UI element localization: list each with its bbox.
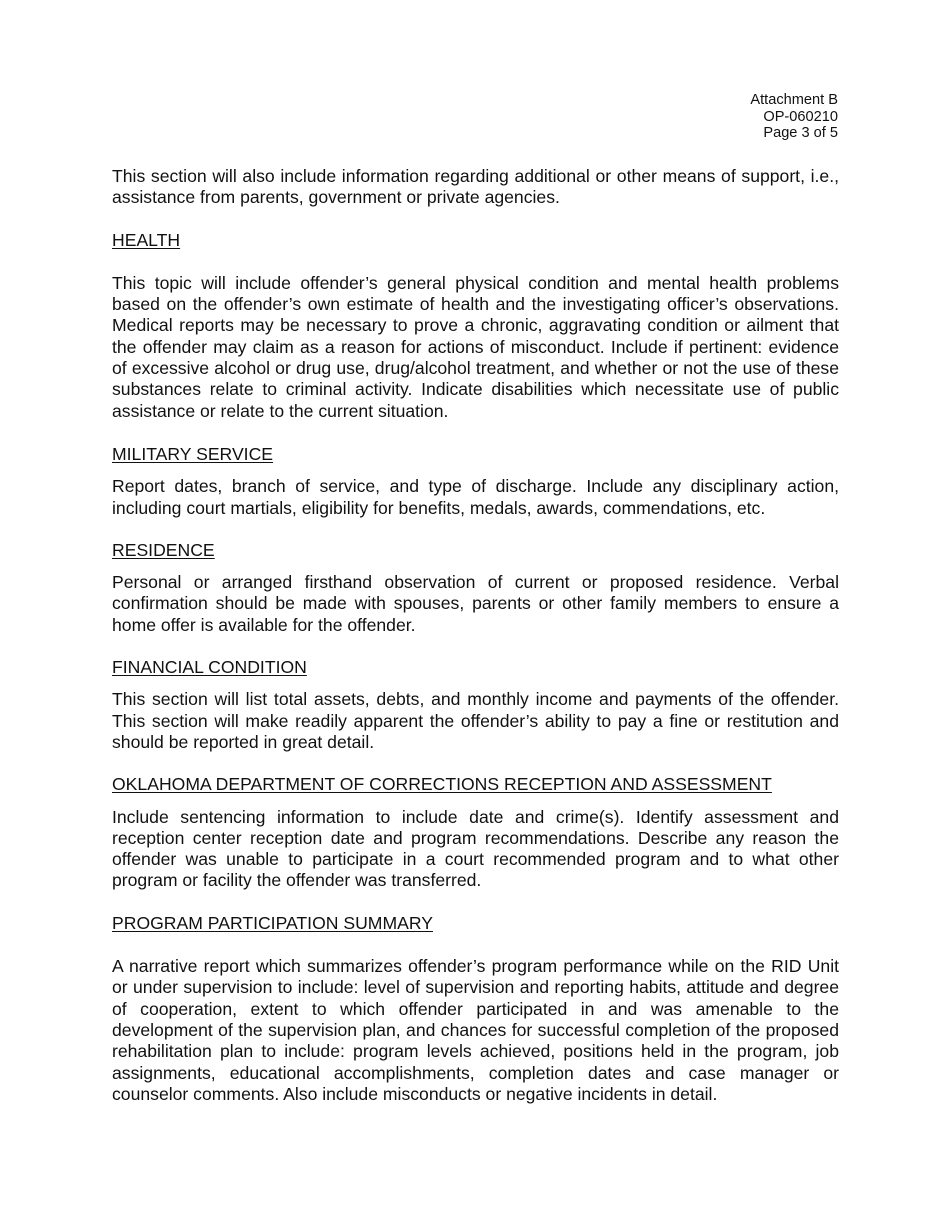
section-text-reception-assessment: Include sentencing information to include date and crime(s). Identify assessment and reception center reception date and program recommendations. Describe any reason the offender was unable to participate in a court recommended program and to what other program or facility the offender was transferred. (112, 806, 839, 891)
document-body (112, 166, 839, 1105)
section-heading-financial-condition: FINANCIAL CONDITION (112, 657, 307, 678)
section-text-military-service: Report dates, branch of service, and type of discharge. Include any disciplinary action, including court martials, eligibility for benefits, medals, awards, commendations, etc. (112, 476, 839, 518)
attachment-label: Attachment B (750, 92, 838, 108)
section-heading-reception-assessment: OKLAHOMA DEPARTMENT OF CORRECTIONS RECEPTION AND ASSESSMENT (112, 774, 772, 795)
section-heading-residence: RESIDENCE (112, 539, 215, 560)
section-text-health: This topic will include offender’s general physical condition and mental health problems based on the offender’s own estimate of health and the investigating officer’s observations. Medical reports may be necessary to prove a chronic, aggravating condition or ailment that the offender may claim as a reason for actions of misconduct. Include if pertinent: evidence of excessive alcohol or drug use, drug/alcohol treatment, and whether or not the use of these substances relate to criminal activity. Indicate disabilities which necessitate use of public assistance or relate to the current situation. (112, 272, 839, 421)
section-text-program-participation: A narrative report which summarizes offender’s program performance while on the RID Unit or under supervision to include: level of supervision and reporting habits, attitude and degree of cooperation, extent to which offender participated in and was amenable to the development of the supervision plan, and chances for successful completion of the proposed rehabilitation plan to include: program levels achieved, positions held in the program, job assignments, educational accomplishments, completion dates and case manager or counselor comments. Also include misconducts or negative incidents in detail. (112, 956, 839, 1104)
document-header (750, 92, 838, 142)
section-heading-military-service: MILITARY SERVICE (112, 443, 274, 464)
section-text-financial-condition: This section will list total assets, debts, and monthly income and payments of the offender. This section will make readily apparent the offender’s ability to pay a fine or restitution and should be reported in great detail. (112, 689, 839, 752)
section-heading-health: HEALTH (112, 229, 181, 250)
section-text-residence: Personal or arranged firsthand observation of current or proposed residence. Verbal confirmation should be made with spouses, parents or other family members to ensure a home offer is available for the offender. (112, 572, 839, 635)
document-number: OP-060210 (763, 108, 838, 125)
intro-paragraph: This section will also include information regarding additional or other means of support, i.e., assistance from parents, government or private agencies. (112, 166, 839, 208)
page-number: Page 3 of 5 (763, 125, 838, 142)
section-heading-program-participation: PROGRAM PARTICIPATION SUMMARY (112, 912, 433, 933)
